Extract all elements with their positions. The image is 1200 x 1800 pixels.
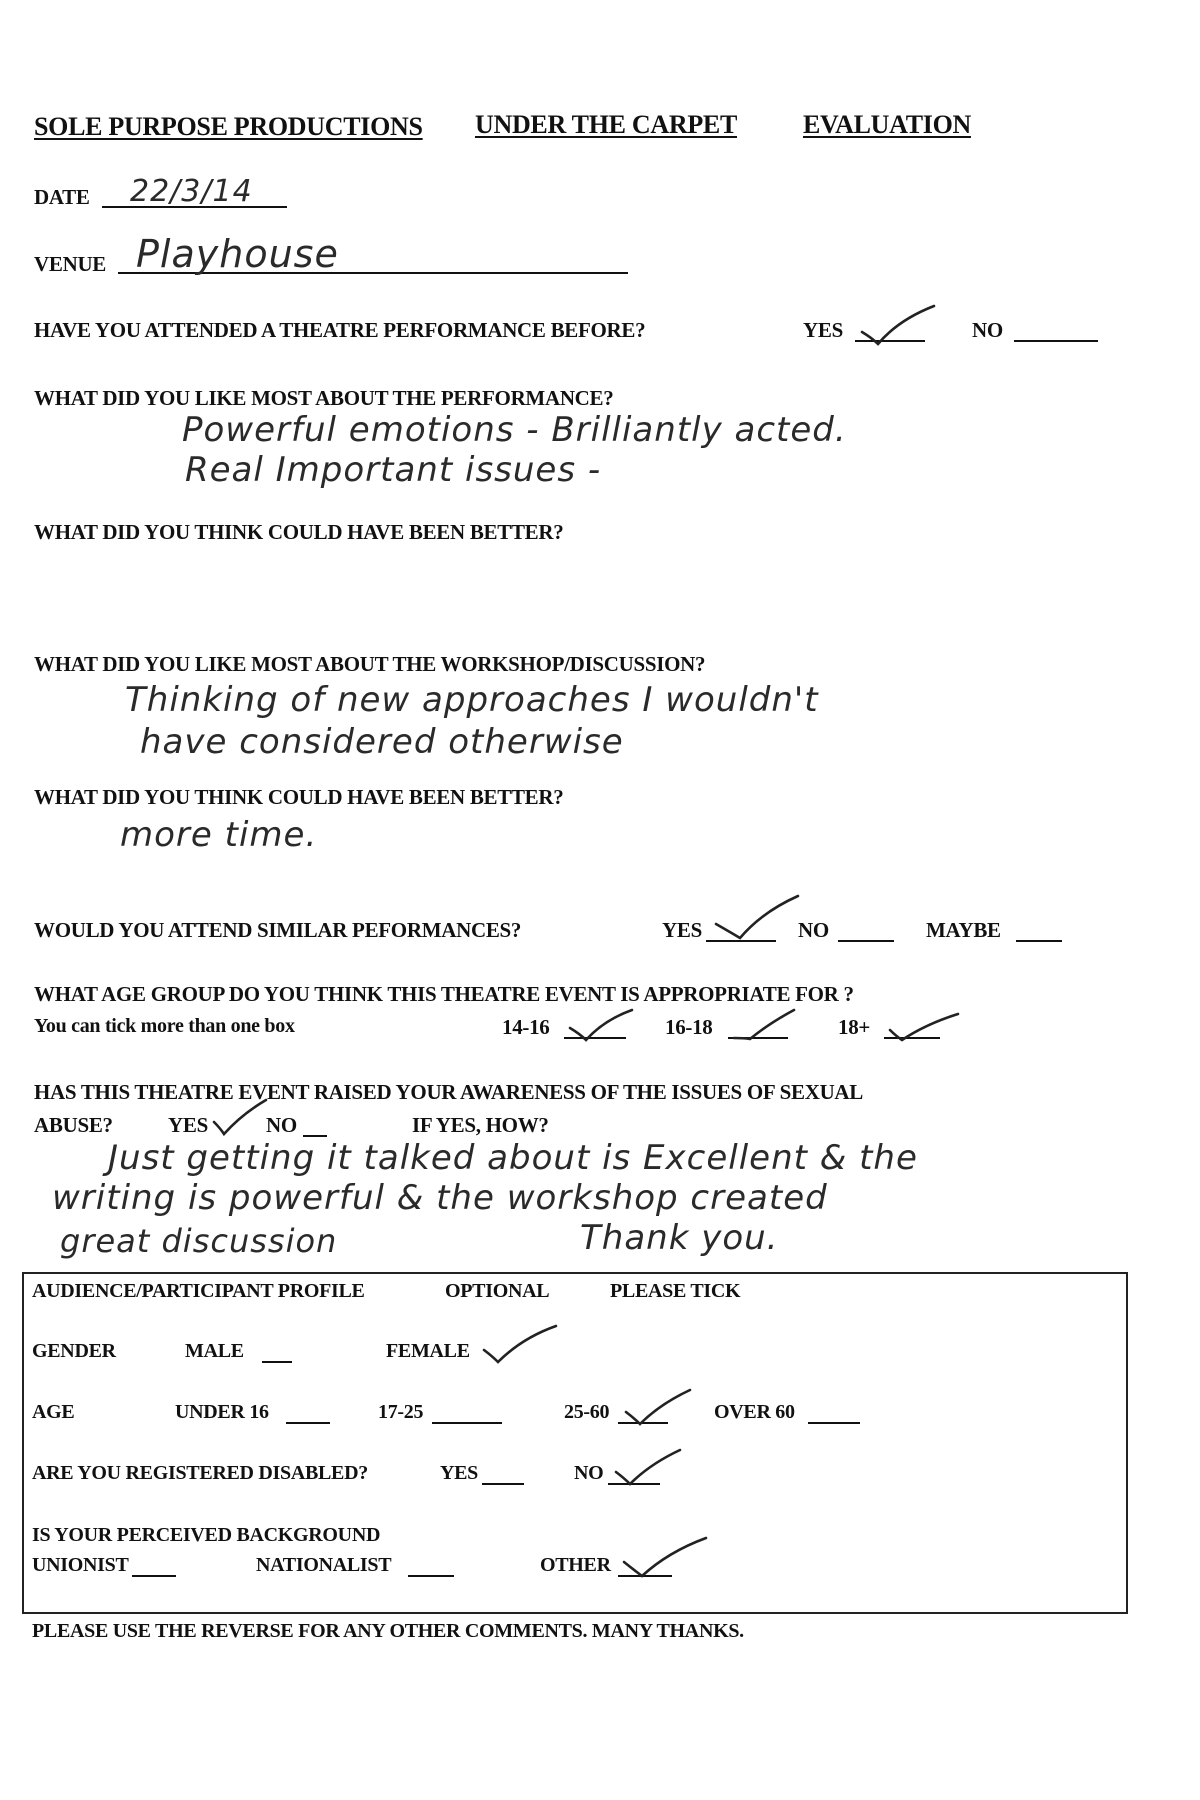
- form-title: EVALUATION: [803, 110, 971, 139]
- gender-female-label: FEMALE: [386, 1340, 470, 1362]
- attended-no-label: NO: [972, 318, 1003, 342]
- background-other-tick-icon[interactable]: [620, 1534, 710, 1580]
- perf-better-question: WHAT DID YOU THINK COULD HAVE BEEN BETTER?: [34, 520, 564, 544]
- awareness-answer-line2[interactable]: writing is powerful & the workshop created: [52, 1178, 828, 1218]
- perf-liked-answer-line2[interactable]: Real Important issues -: [185, 450, 602, 490]
- disabled-yes-line[interactable]: [482, 1483, 524, 1485]
- date-value[interactable]: 22/3/14: [130, 174, 253, 209]
- attended-no-line[interactable]: [1014, 340, 1098, 342]
- similar-maybe-label: MAYBE: [926, 918, 1001, 942]
- age-group-hint: You can tick more than one box: [34, 1015, 295, 1037]
- age-group-option-14-16: 14-16: [502, 1015, 550, 1039]
- disabled-no-label: NO: [574, 1462, 604, 1484]
- awareness-answer-line1[interactable]: Just getting it talked about is Excellent & the: [108, 1138, 918, 1178]
- workshop-liked-answer-line2[interactable]: have considered otherwise: [140, 722, 624, 762]
- awareness-question-abuse: ABUSE?: [34, 1113, 113, 1137]
- awareness-yes-tick-icon[interactable]: [210, 1096, 270, 1138]
- age-option-under-16: UNDER 16: [175, 1401, 269, 1423]
- awareness-question-line1: HAS THIS THEATRE EVENT RAISED YOUR AWARENESS OF THE ISSUES OF SEXUAL: [34, 1080, 864, 1104]
- profile-please-tick: PLEASE TICK: [610, 1280, 741, 1302]
- age-group-18-plus-tick-icon[interactable]: [886, 1008, 962, 1044]
- venue-value[interactable]: Playhouse: [136, 232, 339, 276]
- background-unionist-line[interactable]: [132, 1575, 176, 1577]
- awareness-signoff[interactable]: Thank you.: [580, 1218, 779, 1258]
- disabled-label: ARE YOU REGISTERED DISABLED?: [32, 1462, 368, 1484]
- profile-optional: OPTIONAL: [445, 1280, 550, 1302]
- profile-title: AUDIENCE/PARTICIPANT PROFILE: [32, 1280, 365, 1302]
- attended-question: HAVE YOU ATTENDED A THEATRE PERFORMANCE BEFORE?: [34, 318, 646, 342]
- awareness-yes-label: YES: [168, 1113, 208, 1137]
- perf-liked-question: WHAT DID YOU LIKE MOST ABOUT THE PERFORMANCE?: [34, 386, 614, 410]
- venue-label: VENUE: [34, 252, 107, 276]
- workshop-better-question: WHAT DID YOU THINK COULD HAVE BEEN BETTER?: [34, 785, 564, 809]
- age-over-60-line[interactable]: [808, 1422, 860, 1424]
- attended-yes-tick-icon[interactable]: [858, 302, 938, 347]
- age-option-over-60: OVER 60: [714, 1401, 795, 1423]
- similar-yes-tick-icon[interactable]: [712, 892, 802, 944]
- age-17-25-line[interactable]: [432, 1422, 502, 1424]
- similar-question: WOULD YOU ATTEND SIMILAR PEFORMANCES?: [34, 918, 522, 942]
- similar-no-label: NO: [798, 918, 829, 942]
- disabled-yes-label: YES: [440, 1462, 479, 1484]
- perf-liked-answer-line1[interactable]: Powerful emotions - Brilliantly acted.: [182, 410, 847, 450]
- awareness-no-line[interactable]: [303, 1135, 327, 1137]
- gender-female-tick-icon[interactable]: [480, 1320, 560, 1366]
- age-25-60-tick-icon[interactable]: [622, 1386, 694, 1428]
- workshop-liked-question: WHAT DID YOU LIKE MOST ABOUT THE WORKSHOP/DISCUSSION?: [34, 652, 706, 676]
- age-group-question: WHAT AGE GROUP DO YOU THINK THIS THEATRE EVENT IS APPROPRIATE FOR ?: [34, 982, 854, 1006]
- date-label: DATE: [34, 185, 90, 209]
- footer-note: PLEASE USE THE REVERSE FOR ANY OTHER COMMENTS. MANY THANKS.: [32, 1620, 744, 1642]
- age-group-16-18-tick-icon[interactable]: [728, 1004, 798, 1044]
- workshop-better-answer[interactable]: more time.: [120, 815, 318, 855]
- gender-male-line[interactable]: [262, 1361, 292, 1363]
- background-option-nationalist: NATIONALIST: [256, 1554, 392, 1576]
- awareness-if-yes-label: IF YES, HOW?: [412, 1113, 549, 1137]
- age-option-25-60: 25-60: [564, 1401, 610, 1423]
- workshop-liked-answer-line1[interactable]: Thinking of new approaches I wouldn't: [125, 680, 819, 720]
- show-title: UNDER THE CARPET: [475, 110, 737, 139]
- awareness-no-label: NO: [266, 1113, 297, 1137]
- background-option-other: OTHER: [540, 1554, 611, 1576]
- age-label: AGE: [32, 1401, 75, 1423]
- age-option-17-25: 17-25: [378, 1401, 424, 1423]
- disabled-no-tick-icon[interactable]: [612, 1446, 684, 1488]
- similar-no-line[interactable]: [838, 940, 894, 942]
- similar-yes-label: YES: [662, 918, 702, 942]
- age-group-option-16-18: 16-18: [665, 1015, 713, 1039]
- similar-maybe-line[interactable]: [1016, 940, 1062, 942]
- background-option-unionist: UNIONIST: [32, 1554, 129, 1576]
- attended-yes-label: YES: [803, 318, 843, 342]
- background-nationalist-line[interactable]: [408, 1575, 454, 1577]
- age-group-option-18-plus: 18+: [838, 1015, 871, 1039]
- age-under-16-line[interactable]: [286, 1422, 330, 1424]
- gender-male-label: MALE: [185, 1340, 244, 1362]
- gender-label: GENDER: [32, 1340, 116, 1362]
- background-label: IS YOUR PERCEIVED BACKGROUND: [32, 1524, 381, 1546]
- company-name: SOLE PURPOSE PRODUCTIONS: [34, 112, 423, 141]
- age-group-14-16-tick-icon[interactable]: [566, 1004, 636, 1044]
- awareness-answer-line3[interactable]: great discussion: [60, 1222, 338, 1260]
